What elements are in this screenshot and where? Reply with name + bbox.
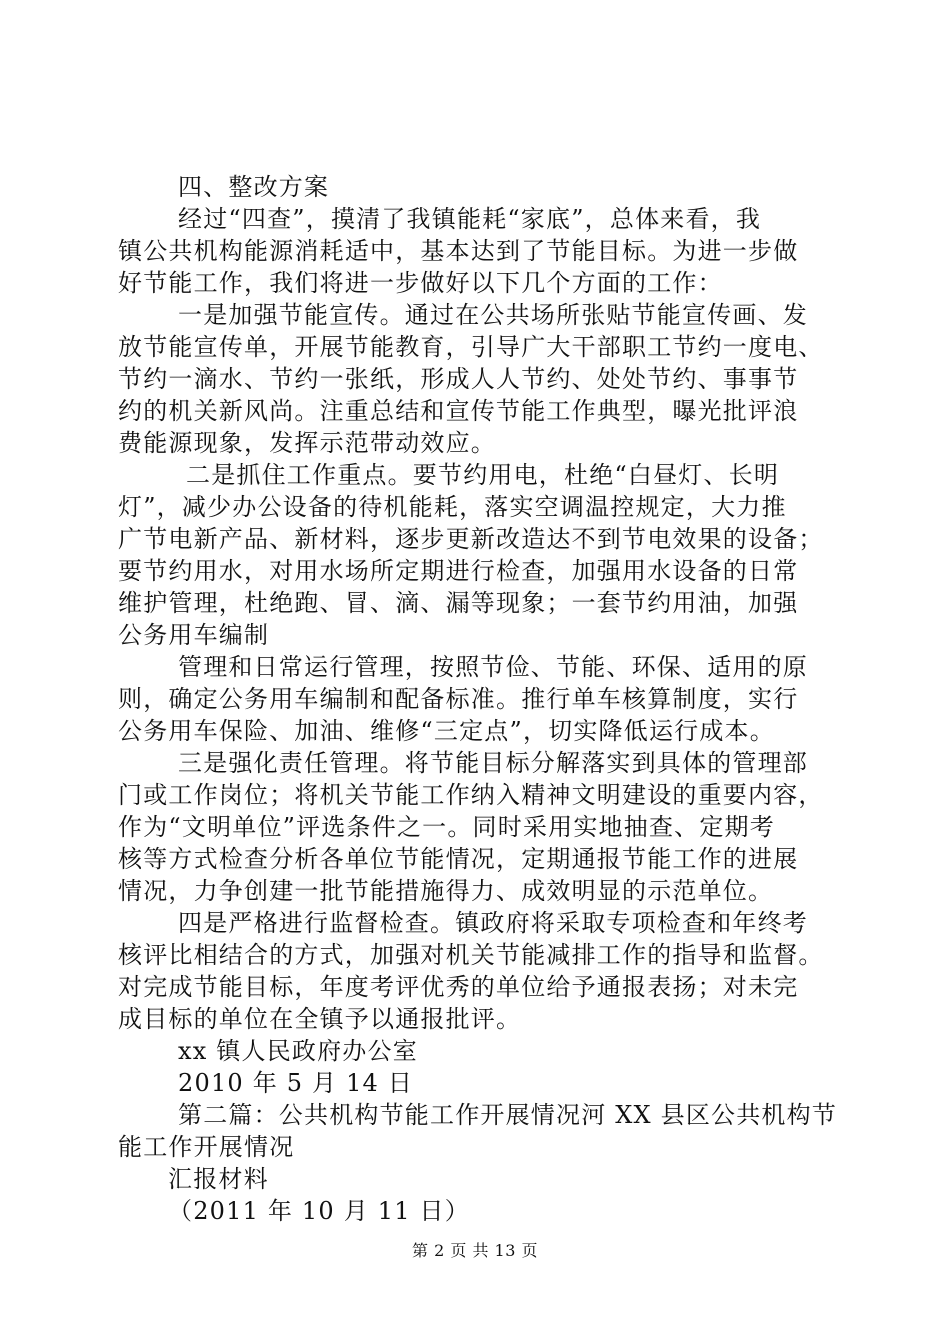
paragraph-line: 四是严格进行监督检查。镇政府将采取专项检查和年终考 (178, 909, 808, 937)
paragraph-line: 约的机关新风尚。注重总结和宣传节能工作典型，曝光批评浪 (118, 397, 799, 425)
paragraph-line: 放节能宣传单，开展节能教育，引导广大干部职工节约一度电、 (118, 333, 824, 361)
section-heading: 四、整改方案 (178, 173, 330, 201)
chapter-title-line: 能工作开展情况 (118, 1133, 295, 1161)
paragraph-line: 费能源现象，发挥示范带动效应。 (118, 429, 496, 457)
paragraph-line: 门或工作岗位；将机关节能工作纳入精神文明建设的重要内容， (118, 781, 824, 809)
paragraph-line: 核等方式检查分析各单位节能情况，定期通报节能工作的进展 (118, 845, 799, 873)
paragraph-line: 好节能工作，我们将进一步做好以下几个方面的工作： (118, 269, 723, 297)
page-number-footer: 第 2 页 共 13 页 (412, 1241, 538, 1260)
paragraph-line: 镇公共机构能源消耗适中，基本达到了节能目标。为进一步做 (118, 237, 799, 265)
paragraph-line: 节约一滴水、节约一张纸，形成人人节约、处处节约、事事节 (118, 365, 799, 393)
paragraph-line: 情况，力争创建一批节能措施得力、成效明显的示范单位。 (118, 877, 774, 905)
paragraph-line: 三是强化责任管理。将节能目标分解落实到具体的管理部 (178, 749, 808, 777)
paragraph-line: 维护管理，杜绝跑、冒、滴、漏等现象；一套节约用油，加强 (118, 589, 799, 617)
paragraph-line: 则，确定公务用车编制和配备标准。推行单车核算制度，实行 (118, 685, 799, 713)
paragraph-line: 核评比相结合的方式，加强对机关节能减排工作的指导和监督。 (118, 941, 824, 969)
paragraph-line: 管理和日常运行管理，按照节俭、节能、环保、适用的原 (178, 653, 808, 681)
paragraph-line: 灯”，减少办公设备的待机能耗，落实空调温控规定，大力推 (118, 493, 787, 521)
paragraph-line: 要节约用水，对用水场所定期进行检查，加强用水设备的日常 (118, 557, 799, 585)
chapter-title-line: 第二篇：公共机构节能工作开展情况河 XX 县区公共机构节 (178, 1101, 838, 1129)
paragraph-line: 成目标的单位在全镇予以通报批评。 (118, 1005, 522, 1033)
paragraph-line: 经过“四查”，摸清了我镇能耗“家底”，总体来看，我 (178, 205, 762, 233)
paragraph-line: 对完成节能目标，年度考评优秀的单位给予通报表扬；对未完 (118, 973, 799, 1001)
paragraph-line: 作为“文明单位”评选条件之一。同时采用实地抽查、定期考 (118, 813, 775, 841)
paragraph-line: 公务用车编制 (118, 621, 270, 649)
signature-office: xx 镇人民政府办公室 (178, 1037, 418, 1065)
chapter-subtitle: 汇报材料 (168, 1165, 269, 1193)
chapter-date: （2011 年 10 月 11 日） (168, 1197, 470, 1225)
paragraph-line: 一是加强节能宣传。通过在公共场所张贴节能宣传画、发 (178, 301, 808, 329)
signature-date: 2010 年 5 月 14 日 (178, 1069, 414, 1097)
paragraph-line: 广节电新产品、新材料，逐步更新改造达不到节电效果的设备； (118, 525, 824, 553)
paragraph-line: 公务用车保险、加油、维修“三定点”，切实降低运行成本。 (118, 717, 775, 745)
paragraph-line: 二是抓住工作重点。要节约用电，杜绝“白昼灯、长明 (186, 461, 780, 489)
